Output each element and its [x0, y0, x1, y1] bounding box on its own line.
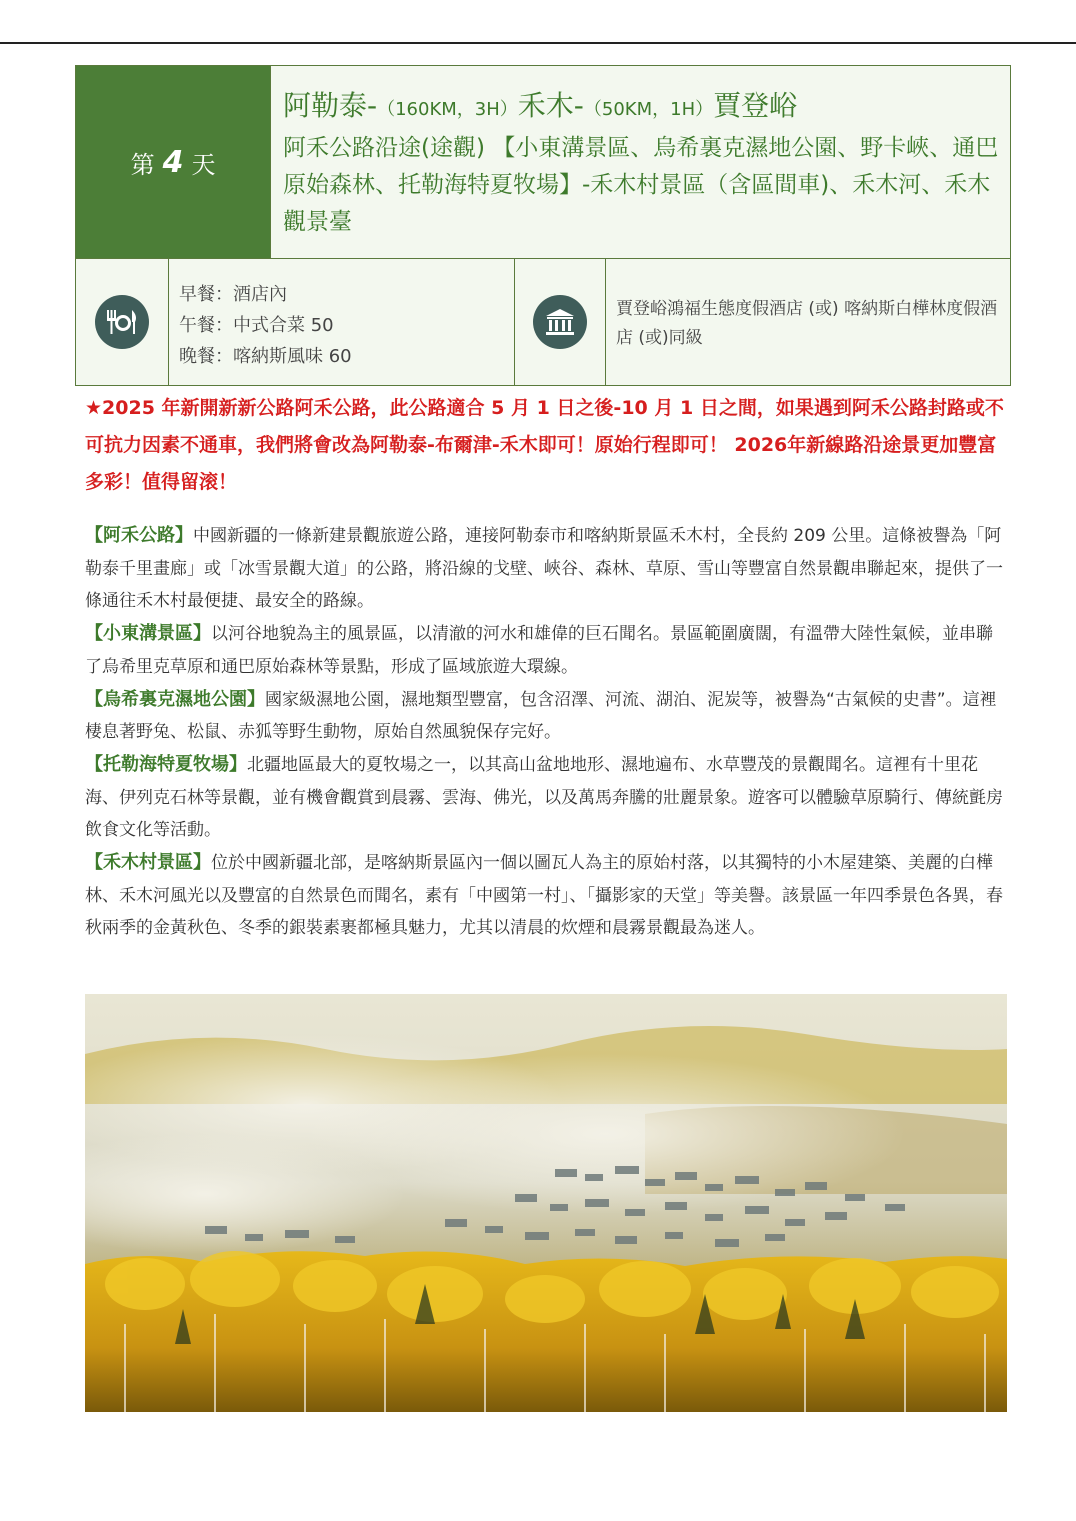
utensils-icon — [95, 295, 149, 349]
route-title — [283, 88, 1000, 128]
meal-icon-cell — [76, 259, 169, 385]
day-label — [76, 66, 271, 258]
route-stop-2: 禾木- — [517, 89, 584, 122]
hemu-village-photo — [85, 994, 1007, 1412]
attraction-title: 【烏希裏克濕地公園】 — [85, 688, 265, 710]
attraction-title: 【小東溝景區】 — [85, 623, 211, 645]
dinner-text: 晚餐：喀納斯風味 60 — [179, 346, 352, 367]
route-distance-1: （160KM，3H） — [377, 99, 518, 120]
attraction-item — [85, 847, 1005, 945]
route-stop-3: 賈登峪 — [713, 89, 798, 122]
hotel-info: 賈登峪鴻福生態度假酒店 (或) 喀納斯白樺林度假酒店 (或)同級 — [616, 299, 998, 348]
breakfast-text: 早餐：酒店內 — [179, 284, 287, 305]
route-panel — [271, 66, 1010, 258]
day-prefix: 第 — [130, 150, 155, 179]
route-stop-1: 阿勒泰- — [283, 89, 378, 122]
attraction-body: 中國新疆的一條新建景觀旅遊公路，連接阿勒泰市和喀納斯景區禾木村，全長約 209 公里。這條被譽為「阿勒泰千里畫廊」或「冰雪景觀大道」的公路，將沿線的戈壁、峽谷、森林、草原、雪山等豐富自然景觀串聯起來，提供了一條通往禾木村最便捷、最安全的路線。 — [85, 526, 1003, 612]
attraction-title: 【托勒海特夏牧場】 — [85, 753, 247, 775]
day-suffix: 天 — [191, 150, 216, 179]
road-notice: ★2025 年新開新新公路阿禾公路，此公路適合 5 月 1 日之後-10 月 1 日之間，如果遇到阿禾公路封路或不可抗力因素不通車，我們將會改為阿勒泰-布爾津-禾木即可！原始行程即可！ 2026年新線路沿途景更加豐富多彩！值得留滚！ — [85, 397, 1004, 493]
hotel-building-icon — [533, 295, 587, 349]
top-divider — [0, 42, 1076, 44]
attraction-item — [85, 520, 1005, 618]
attraction-item — [85, 684, 1005, 749]
attraction-body: 位於中國新疆北部，是喀納斯景區內一個以圖瓦人為主的原始村落，以其獨特的小木屋建築、美麗的白樺林、禾木河風光以及豐富的自然景色而聞名，素有「中國第一村」、「攝影家的天堂」等美譽。該景區一年四季景色各異，春秋兩季的金黃秋色、冬季的銀裝素裹都極具魅力，尤其以清晨的炊煙和晨霧景觀最為迷人。 — [85, 853, 1003, 939]
day-itinerary-header — [75, 65, 1011, 386]
attractions-section — [85, 520, 1005, 945]
route-description: 阿禾公路沿途(途觀) 【小東溝景區、烏希裏克濕地公園、野卡峽、通巴原始森林、托勒海特夏牧場】-禾木村景區（含區間車)、禾木河、禾木觀景臺 — [283, 135, 999, 235]
hotel-icon-cell — [515, 259, 606, 385]
day-number: 4 — [162, 144, 184, 180]
attraction-body: 北疆地區最大的夏牧場之一，以其高山盆地地形、濕地遍布、水草豐茂的景觀聞名。這裡有十里花海、伊列克石林等景觀，並有機會觀賞到晨霧、雲海、佛光，以及萬馬奔騰的壯麗景象。遊客可以體驗草原騎行、傳統氈房飲食文化等活動。 — [85, 754, 1003, 841]
attraction-title: 【禾木村景區】 — [85, 852, 211, 874]
attraction-item — [85, 749, 1005, 847]
attraction-title: 【阿禾公路】 — [85, 525, 193, 546]
lunch-text: 午餐：中式合菜 50 — [179, 315, 334, 336]
attraction-item — [85, 618, 1005, 683]
attraction-body: 以河谷地貌為主的風景區，以清澈的河水和雄偉的巨石聞名。景區範圍廣闊，有溫帶大陸性氣候，並串聯了烏希里克草原和通巴原始森林等景點，形成了區域旅遊大環線。 — [85, 624, 993, 677]
meals-info — [169, 259, 515, 385]
attraction-body: 國家級濕地公園，濕地類型豐富，包含沼澤、河流、湖泊、泥炭等，被譽為“古氣候的史書”。這裡棲息著野兔、松鼠、赤狐等野生動物，原始自然風貌保存完好。 — [85, 689, 997, 743]
route-distance-2: （50KM，1H） — [583, 99, 714, 120]
